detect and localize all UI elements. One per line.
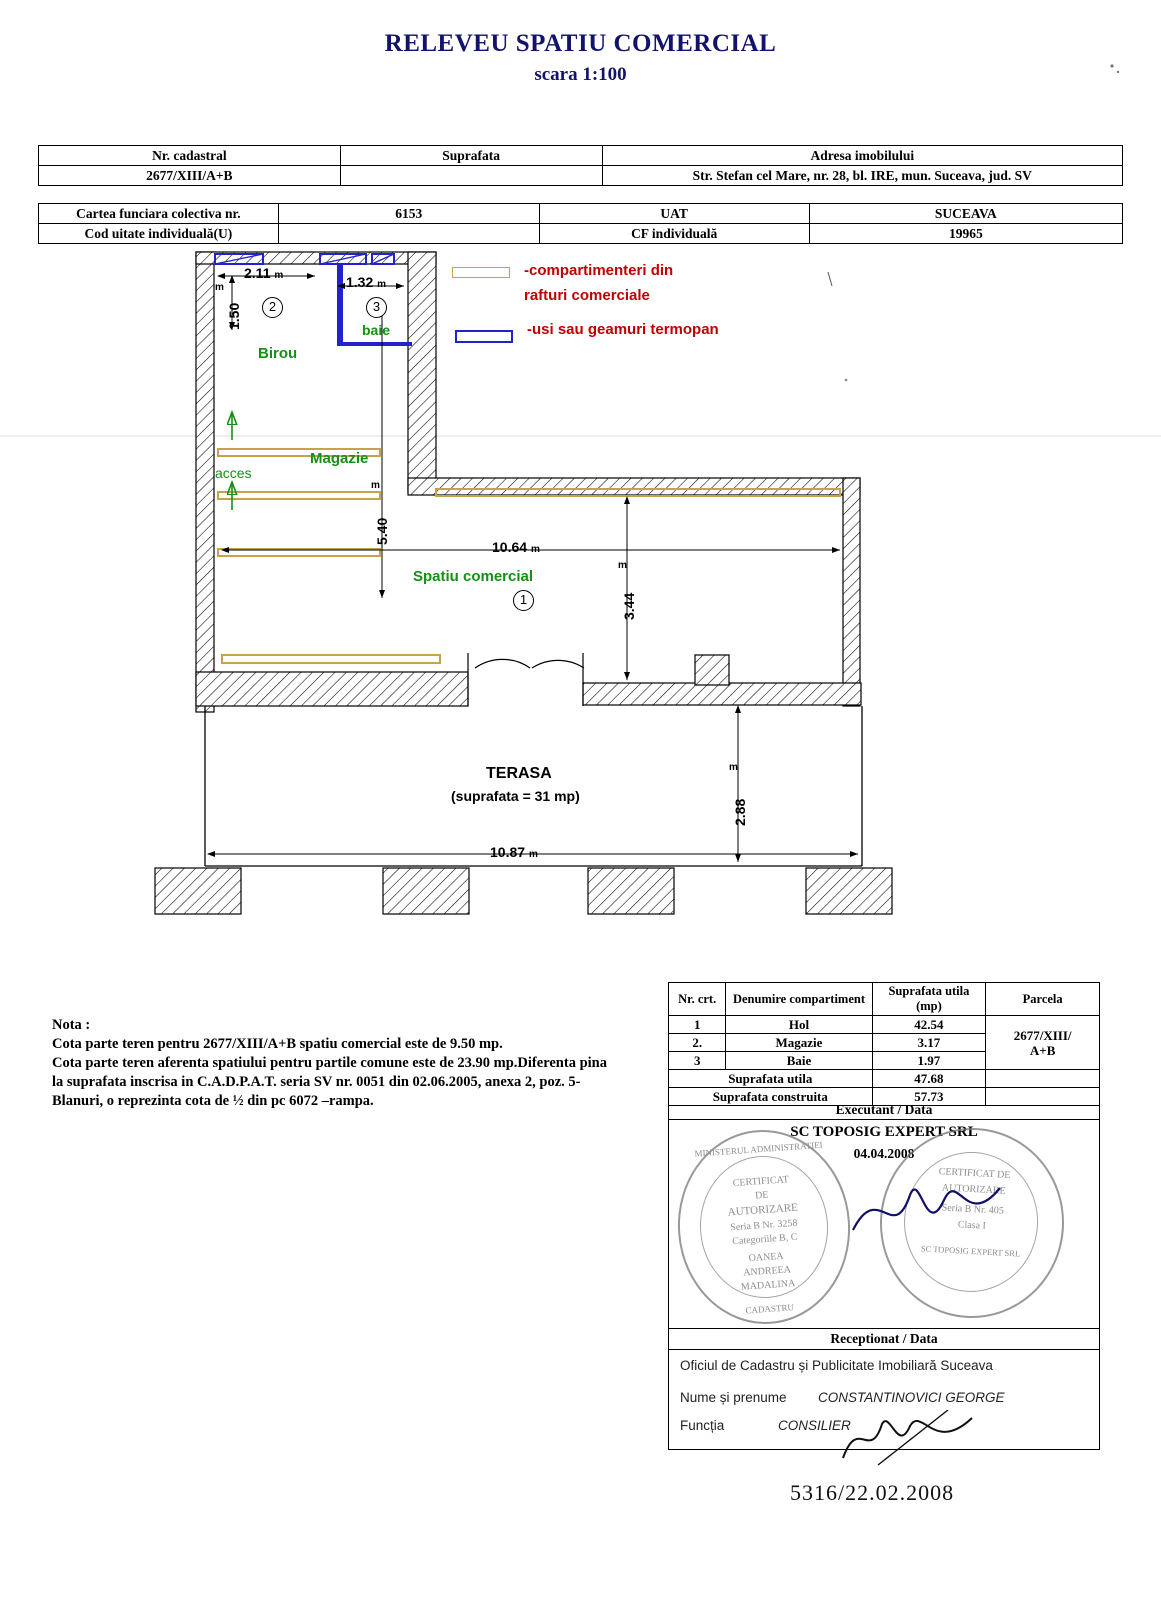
dimension-10-87: 10.87 m: [490, 844, 538, 860]
legend-text-termopan: -usi sau geamuri termopan: [527, 321, 719, 338]
executant-signature: [848, 1170, 1008, 1260]
value-cartea-funciara: 6153: [278, 204, 539, 224]
stamp-authorization-right: CERTIFICAT DE AUTORIZARE Seria B Nr. 405 Clasa I SC TOPOSIG EXPERT SRL: [875, 1123, 1069, 1322]
col-suprafata: Suprafata: [340, 146, 602, 166]
room-number-3: 3: [366, 297, 387, 318]
terasa-area: (suprafata = 31 mp): [451, 788, 580, 804]
room-label-baie: baie: [362, 322, 391, 338]
signature-area: [668, 1100, 1100, 1450]
note-line-3: la suprafata inscrisa in C.A.D.P.A.T. seria SV nr. 0051 din 02.06.2005, anexa 2, poz. 5-: [52, 1074, 581, 1090]
row2-area: 3.17: [872, 1034, 986, 1052]
total-construita-label: Suprafata construita: [669, 1088, 873, 1106]
header-table-cadastral: [38, 145, 1123, 186]
room-label-birou: Birou: [258, 345, 298, 362]
col-nr-crt: Nr. crt.: [669, 983, 726, 1016]
table-row: [39, 166, 1123, 186]
val-adresa: Str. Stefan cel Mare, nr. 28, bl. IRE, mun. Suceava, jud. SV: [602, 166, 1122, 186]
room-label-spatiu-comercial: Spatiu comercial: [413, 568, 534, 585]
label-uat: UAT: [539, 204, 809, 224]
unit-label-m1: m: [215, 282, 224, 293]
value-cod-unitate: [278, 224, 539, 244]
label-cf-individuala: CF individuală: [539, 224, 809, 244]
col-denumire: Denumire compartiment: [726, 983, 872, 1016]
note-block: [52, 1016, 672, 1111]
table-row: [39, 146, 1123, 166]
col-nr-cadastral: Nr. cadastral: [39, 146, 341, 166]
receptionat-signature: [838, 1410, 978, 1470]
parcela-value: [986, 1016, 1100, 1070]
value-uat: SUCEAVA: [809, 204, 1122, 224]
legend-swatch-rafturi: [452, 267, 510, 278]
table-row: [39, 224, 1123, 244]
room-number-1: 1: [513, 590, 534, 611]
col-suprafata-utila: Suprafata utila (mp): [872, 983, 986, 1016]
area-table: [668, 982, 1100, 1106]
table-row-total-utila: [669, 1070, 1100, 1088]
col-parcela: Parcela: [986, 983, 1100, 1016]
unit-label-m3: m: [618, 560, 627, 571]
dimension-2-11: 2.11 m: [244, 265, 284, 281]
parcela-spacer-1: [986, 1070, 1100, 1088]
room-label-magazie: Magazie: [310, 450, 369, 467]
val-suprafata: [340, 166, 602, 186]
name-label: Nume și prenume: [680, 1390, 787, 1405]
table-header-row: [669, 983, 1100, 1016]
unit-label-m2: m: [371, 480, 380, 491]
name-value: CONSTANTINOVICI GEORGE: [818, 1390, 1005, 1405]
function-label: Funcția: [680, 1418, 725, 1433]
executant-name: SC TOPOSIG EXPERT SRL: [790, 1124, 978, 1140]
dimension-5-40: 5.40: [374, 517, 390, 545]
row1-name: Hol: [726, 1016, 872, 1034]
row3-nr: 3: [669, 1052, 726, 1070]
table-row: [39, 204, 1123, 224]
terasa-label: TERASA: [486, 765, 552, 782]
row1-nr: 1: [669, 1016, 726, 1034]
total-construita-value: 57.73: [872, 1088, 986, 1106]
dimension-1-50: 1.50: [226, 302, 242, 330]
total-utila-label: Suprafata utila: [669, 1070, 873, 1088]
label-cod-unitate: Cod uitate individuală(U): [39, 224, 279, 244]
total-utila-value: 47.68: [872, 1070, 986, 1088]
label-cartea-funciara: Cartea funciara colectiva nr.: [39, 204, 279, 224]
row3-area: 1.97: [872, 1052, 986, 1070]
page-subtitle: scara 1:100: [534, 64, 627, 85]
col-adresa: Adresa imobilului: [602, 146, 1122, 166]
value-cf-individuala: 19965: [809, 224, 1122, 244]
val-nr-cadastral: 2677/XIII/A+B: [39, 166, 341, 186]
row3-name: Baie: [726, 1052, 872, 1070]
room-label-acces: acces: [215, 465, 252, 481]
legend-text-rafturi-line2: rafturi comerciale: [524, 287, 650, 304]
page-title: RELEVEU SPATIU COMERCIAL: [384, 30, 777, 57]
parcela-line-2: A+B: [1029, 1042, 1056, 1058]
row2-name: Magazie: [726, 1034, 872, 1052]
table-row: [669, 1016, 1100, 1034]
legend-text-rafturi-line1: -compartimenteri din: [524, 262, 674, 279]
note-line-4: Blanuri, o reprezinta cota de ½ din pc 6072 –rampa.: [52, 1093, 374, 1109]
executant-date: 04.04.2008: [853, 1146, 915, 1161]
room-number-2: 2: [262, 297, 283, 318]
executant-header: Executant / Data: [668, 1100, 1100, 1120]
dimension-1-32: 1.32 m: [346, 274, 387, 290]
note-line-2: Cota parte teren aferenta spatiului pentru partile comune este de 23.90 mp.Diferenta pina: [52, 1055, 607, 1071]
header-table-cf: [38, 203, 1123, 244]
row2-nr: 2.: [669, 1034, 726, 1052]
stamp-authorization-left: MINISTERUL ADMINISTRATIEI CERTIFICAT DE AUTORIZARE Seria B Nr. 3258 Categoriile B, C OANEA ANDREEA MADALINA CADASTRU: [671, 1124, 856, 1330]
note-heading: Nota :: [52, 1017, 91, 1033]
dimension-2-88: 2.88: [732, 798, 748, 826]
office-name: Oficiul de Cadastru și Publicitate Imobiliară Suceava: [680, 1358, 993, 1373]
dimension-10-64: 10.64 m: [492, 539, 540, 555]
row1-area: 42.54: [872, 1016, 986, 1034]
note-line-1: Cota parte teren pentru 2677/XIII/A+B spatiu comercial este de 9.50 mp.: [52, 1036, 503, 1052]
dimension-3-44: 3.44: [621, 592, 637, 620]
unit-label-m4: m: [729, 762, 738, 773]
handwritten-registration-number: 5316/22.02.2008: [790, 1480, 955, 1505]
receptionat-header: Receptionat / Data: [668, 1328, 1100, 1350]
legend-swatch-termopan: [455, 330, 513, 343]
parcela-line-1: 2677/XIII/: [1013, 1027, 1072, 1043]
function-value: CONSILIER: [778, 1418, 851, 1433]
